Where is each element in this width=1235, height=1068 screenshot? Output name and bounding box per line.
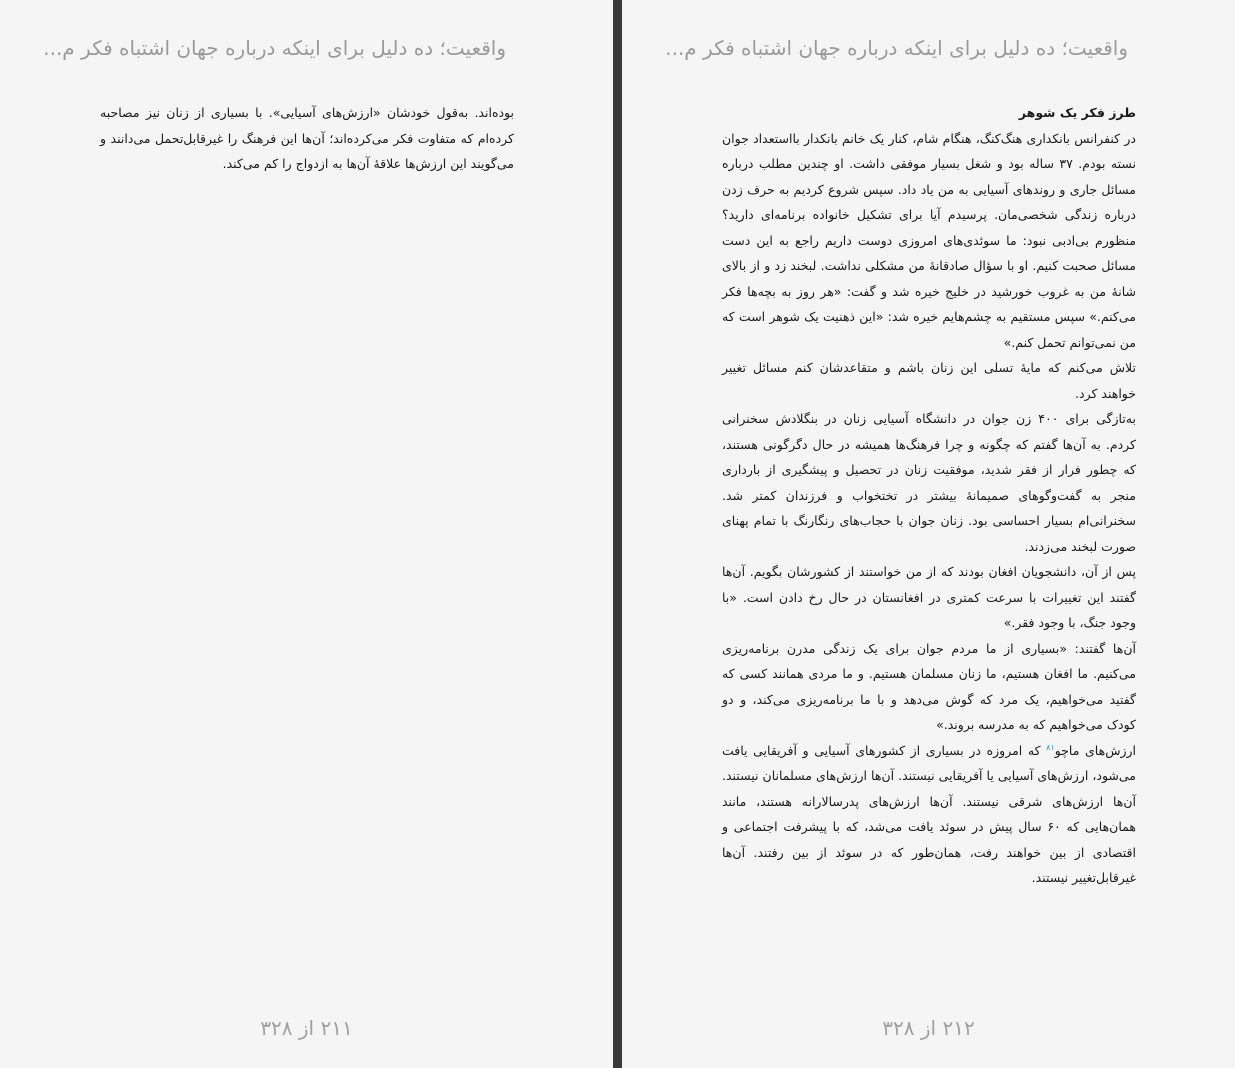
page-number-right: ۲۱۲ از ۳۲۸ [882,1016,975,1040]
paragraph: تلاش می‌کنم که مایهٔ تسلی این زنان باشم و متقاعدشان کنم مسائل تغییر خواهند کرد. [722,360,1136,401]
paragraph-text: ارزش‌های ماچو [1054,742,1136,758]
paragraph-text: که امروزه در بسیاری از کشورهای آسیایی و آفریقایی یافت می‌شود، ارزش‌های آسیایی یا آفریقایی نیستند. آن‌ها ارزش‌های مسلمانان نیستند. آن‌ها ارزش‌های شرقی نیستند. آن‌ها ارزش‌های پدرسالارانه هستند، مانند همان‌هایی که ۶۰ سال پیش در سوئد یافت می‌شد، که با پیشرفت اجتماعی و اقتصادی از بین خواهند رفت، همان‌طور که در سوئد از بین رفتند. آن‌ها غیرقابل‌تغییر نیستند. [722,742,1136,885]
page-number-left: ۲۱۱ از ۳۲۸ [260,1016,353,1040]
left-page-body [100,100,514,177]
paragraph: بوده‌اند. به‌قول خودشان «ارزش‌های آسیایی». با بسیاری از زنان نیز مصاحبه کرده‌ام که متفاوت فکر می‌کرده‌اند؛ آن‌ها این فرهنگ را غیرقابل‌تحمل می‌دانند و می‌گویند این ارزش‌ها علاقهٔ آن‌ها به ازدواج را کم می‌کند. [100,105,514,171]
book-spine-divider [613,0,622,1068]
footnote-link[interactable]: ۸۱ [1046,742,1055,752]
paragraph: پس از آن، دانشجویان افغان بودند که از من خواستند از کشورشان بگویم. آن‌ها گفتند این تغییرات با سرعت کمتری در افغانستان در حال رخ دادن است. «با وجود جنگ، با وجود فقر.» [722,564,1136,630]
right-page[interactable] [622,0,1235,1068]
section-heading: طرز فکر یک شوهر [1018,105,1136,120]
paragraph: به‌تازگی برای ۴۰۰ زن جوان در دانشگاه آسیایی زنان در بنگلادش سخنرانی کردم. به آن‌ها گفتم که چگونه و چرا فرهنگ‌ها همیشه در حال دگرگونی هستند، که چطور فرار از فقر شدید، موفقیت زنان در تحصیل و پیشگیری از بارداری منجر به گفت‌وگوهای صمیمانهٔ بیشتر در تختخواب و فرزندان کمتر شد. سخنرانی‌ام بسیار احساسی بود. زنان جوان با حجاب‌های رنگارنگ با تمام پهنای صورت لبخند می‌زدند. [722,411,1136,554]
left-page[interactable] [0,0,613,1068]
running-title-left: واقعیت؛ ده دلیل برای اینکه درباره جهان اشتباه فکر م... [43,36,506,60]
right-page-body [722,100,1136,891]
paragraph: در کنفرانس بانکداری هنگ‌کنگ، هنگام شام، کنار یک خانم بانکدار بااستعداد جوان نسته بودم. ۳۷ ساله بود و شغل بسیار موفقی داشت. او چندین مطلب درباره مسائل جاری و روندهای آسیایی به من یاد داد. سپس شروع کردیم به حرف زدن درباره زندگی شخصی‌مان. پرسیدم آیا برای تشکیل خانواده برنامه‌ای دارید؟ منظورم بی‌ادبی نبود: ما سوئدی‌های امروزی دوست داریم راجع به این دست مسائل صحبت کنیم. او با سؤال صادقانهٔ من مشکلی نداشت. لبخند زد و از بالای شانهٔ من به غروب خورشید در خلیج خیره شد و گفت: «هر روز به بچه‌ها فکر می‌کنم.» سپس مستقیم به چشم‌هایم خیره شد: «این ذهنیت یک شوهر است که من نمی‌توانم تحمل کنم.» [722,130,1136,350]
paragraph: آن‌ها گفتند: «بسیاری از ما مردم جوان برای یک زندگی مدرن برنامه‌ریزی می‌کنیم. ما افغان هستیم، ما زنان مسلمان هستیم. و ما مردی همانند کسی که گفتید می‌خواهیم، یک مرد که گوش می‌دهد و با ما برنامه‌ریزی می‌کند، و دو کودک می‌خواهیم که به مدرسه بروند.» [722,640,1136,732]
paragraph-with-footnote [722,738,1136,891]
running-title-right: واقعیت؛ ده دلیل برای اینکه درباره جهان اشتباه فکر م... [665,36,1128,60]
